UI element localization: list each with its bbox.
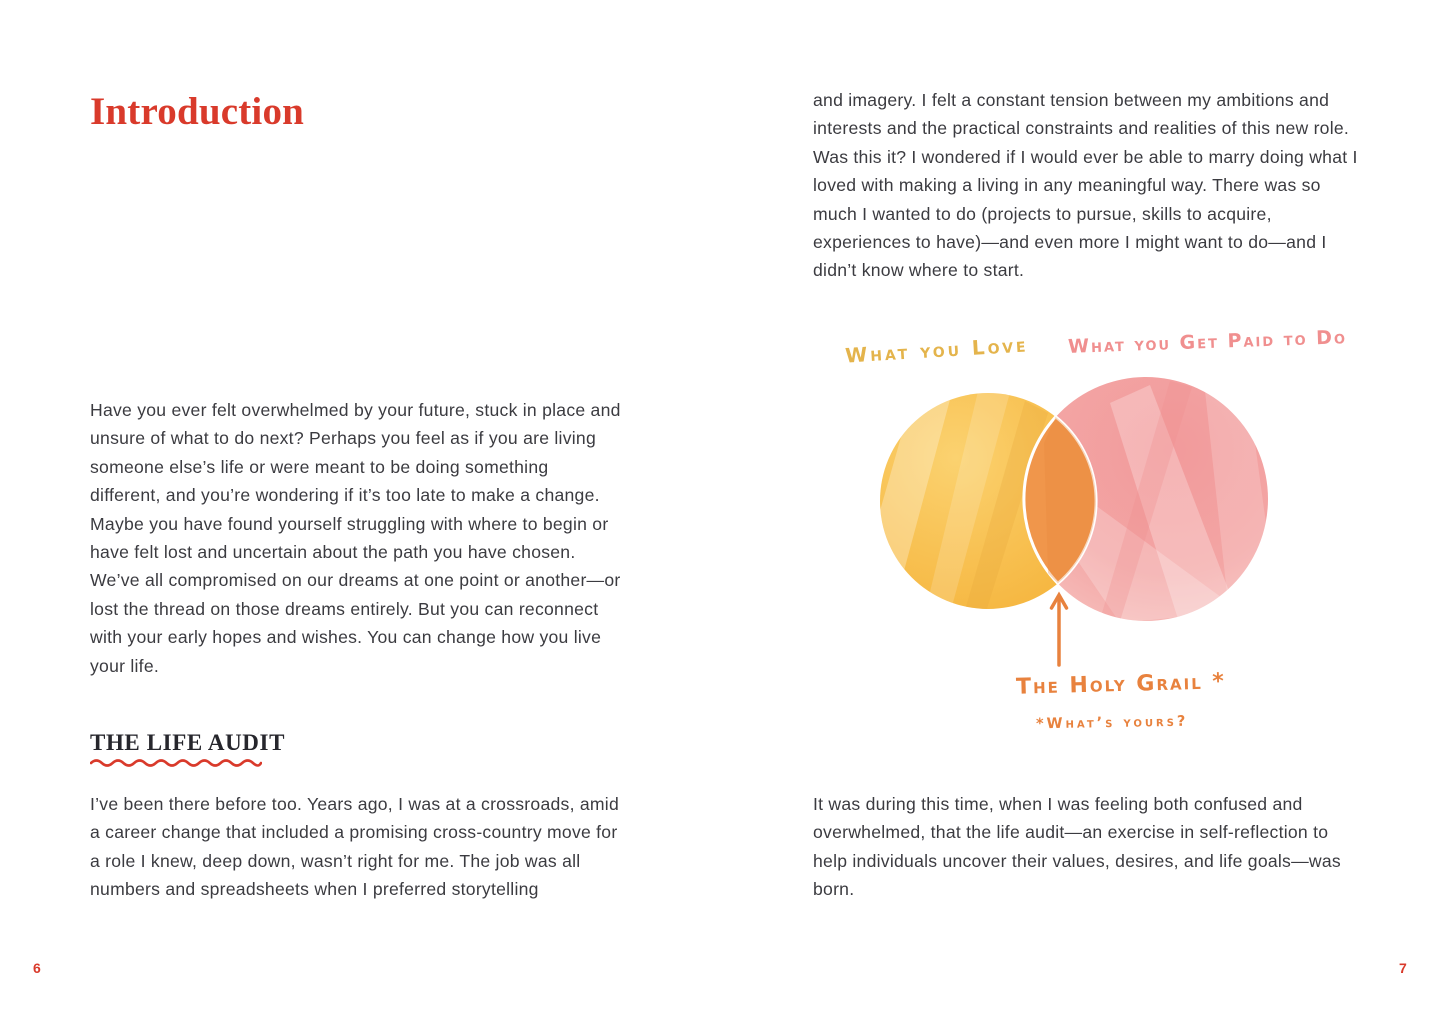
venn-callout: The Holy Grail *: [1015, 669, 1227, 700]
up-arrow-icon: [1052, 595, 1067, 665]
page-number-left: 6: [33, 960, 41, 976]
chapter-title: Introduction: [90, 90, 305, 133]
venn-callout-note: *What’s yours?: [1035, 713, 1189, 733]
page-number-right: 7: [1399, 960, 1407, 976]
section-heading: THE LIFE AUDIT: [90, 730, 286, 755]
venn-circles: [820, 373, 1373, 703]
wavy-underline: [90, 757, 262, 767]
venn-label-love: What you Love: [844, 332, 1030, 368]
left-paragraph-1: Have you ever felt overwhelmed by your future, stuck in place and unsure of what to do next? Perhaps you feel as if you are living someone else’s life or were meant to be doing something different, and you’re wondering if it’s too late to make a change. Maybe you have found yourself struggling with where to begin or have felt lost and uncertain about the path you have chosen. We’ve all compromised on our dreams at one point or another—or lost the thread on those dreams entirely. But you can reconnect with your early hopes and wishes. You can change how you live your life.: [90, 400, 621, 676]
venn-diagram: [820, 328, 1373, 758]
left-paragraph-2: I’ve been there before too. Years ago, I was at a crossroads, amid a career change that included a promising cross-country move for a role I knew, deep down, wasn’t right for me. The job was all numbers and spreadsheets when I preferred storytelling: [90, 794, 619, 900]
venn-label-get-paid: What you Get Paid to Do: [1067, 326, 1348, 358]
right-paragraph-2: It was during this time, when I was feeling both confused and overwhelmed, that the life audit—an exercise in self-reflection to help individuals uncover their values, desires, and life goals—was born.: [813, 794, 1341, 900]
right-paragraph-1: and imagery. I felt a constant tension between my ambitions and interests and the practical constraints and realities of this new role. Was this it? I wondered if I would ever be able to marry doing what I loved with making a living in any meaningful way. There was so much I wanted to do (projects to pursue, skills to acquire, experiences to have)—and even more I might want to do—and I didn’t know where to start.: [813, 90, 1358, 281]
